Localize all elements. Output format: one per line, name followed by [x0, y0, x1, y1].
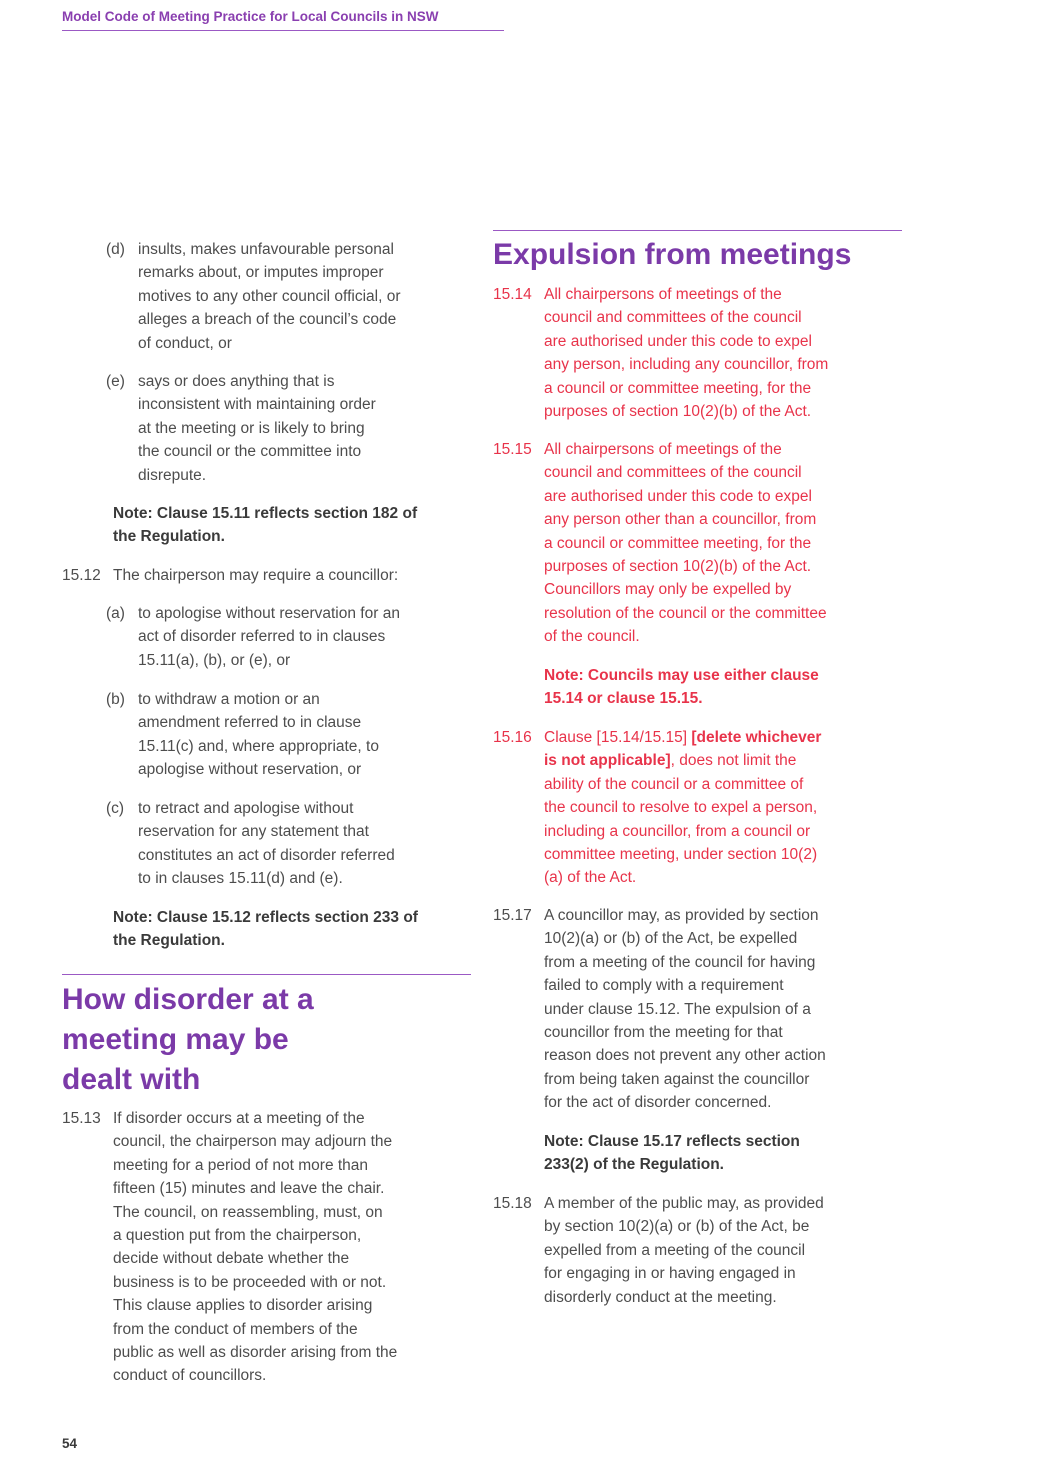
clause-number: 15.15 [493, 441, 532, 458]
clause-text: If disorder occurs at a meeting of the council, the chairperson may adjourn the meeting for a period of not more than fifteen (15) minutes and leave the chair. The council, on reassembling, must, on a question put from the chairperson, decide without debate whether the business is to be proceeded with or not. This clause applies to disorder arising from the conduct of members of the public as well as disorder arising from the conduct of councillors. [113, 1110, 398, 1385]
list-item-b [106, 688, 476, 782]
clause-text-post: , does not limit the ability of the council or a committee of the council to resolve to expel a person, including a councillor, from a council or committee meeting, under section 10(2) (a) of the Act. [544, 752, 818, 887]
clause-15-13 [62, 1107, 474, 1388]
clause-15-17 [493, 904, 905, 1115]
item-text: to retract and apologise without reservation for any statement that constitutes an act of disorder referred to in clauses 15.11(d) and (e). [138, 800, 395, 888]
clause-15-15 [493, 438, 905, 649]
item-label: (e) [106, 373, 125, 390]
section-rule [493, 230, 902, 231]
clause-15-12 [62, 564, 474, 587]
item-text: to apologise without reservation for an act of disorder referred to in clauses 15.11(a), (b), or (e), or [138, 605, 400, 669]
clause-number: 15.14 [493, 286, 532, 303]
item-text: says or does anything that is inconsistent with maintaining order at the meeting or is likely to bring the council or the committee into disrepute. [138, 373, 376, 484]
clause-number: 15.17 [493, 907, 532, 924]
note-15-11: Note: Clause 15.11 reflects section 182 of the Regulation. [113, 505, 418, 546]
note-15-12: Note: Clause 15.12 reflects section 233 of the Regulation. [113, 909, 418, 950]
clause-text [544, 726, 905, 890]
clause-15-18 [493, 1192, 905, 1309]
item-label: (d) [106, 241, 125, 258]
list-item-a [106, 602, 476, 672]
clause-number: 15.16 [493, 729, 532, 746]
item-label: (c) [106, 800, 125, 817]
item-label: (a) [106, 605, 125, 622]
clause-text-pre: Clause [15.14/15.15] [544, 729, 692, 746]
list-item-e [106, 370, 476, 487]
section-heading-expulsion: Expulsion from meetings [493, 238, 852, 271]
note-15-17: Note: Clause 15.17 reflects section 233(2) of the Regulation. [544, 1133, 800, 1174]
clause-text-bold: [delete whichever is not applicable] [544, 729, 822, 770]
page-number: 54 [62, 1436, 78, 1451]
running-head: Model Code of Meeting Practice for Local Councils in NSW [62, 9, 504, 31]
clause-number: 15.18 [493, 1195, 532, 1212]
clause-number: 15.13 [62, 1110, 101, 1127]
item-label: (b) [106, 691, 125, 708]
section-heading-disorder: How disorder at a meeting may be dealt with [62, 983, 314, 1096]
item-text: insults, makes unfavourable personal remarks about, or imputes improper motives to any other council official, or alleges a breach of the council’s code of conduct, or [138, 241, 401, 352]
clause-text: The chairperson may require a councillor: [113, 567, 399, 584]
section-rule [62, 974, 471, 975]
clause-text: All chairpersons of meetings of the council and committees of the council are authorised under this code to expel any person, including any councillor, from a council or committee meeting, for the purposes of section 10(2)(b) of the Act. [544, 286, 829, 421]
list-item-c [106, 797, 476, 891]
clause-text: A member of the public may, as provided by section 10(2)(a) or (b) of the Act, be expelled from a meeting of the council for engaging in or having engaged in disorderly conduct at the meeting. [544, 1195, 824, 1306]
clause-15-16 [493, 726, 905, 890]
clause-text: A councillor may, as provided by section 10(2)(a) or (b) of the Act, be expelled from a meeting of the council for having failed to comply with a requirement under clause 15.12. The expulsion of a councillor from the meeting for that reason does not prevent any other action from being taken against the councillor for the act of disorder concerned. [544, 907, 826, 1112]
clause-number: 15.12 [62, 567, 101, 584]
list-item-d [106, 238, 476, 355]
clause-15-14 [493, 283, 905, 423]
clause-text: All chairpersons of meetings of the council and committees of the council are authorised under this code to expel any person other than a councillor, from a council or committee meeting, for the purposes of section 10(2)(b) of the Act. Councillors may only be expelled by resolution of the council or the committee of the council. [544, 441, 827, 646]
item-text: to withdraw a motion or an amendment referred to in clause 15.11(c) and, where appropriate, to apologise without reservation, or [138, 691, 379, 779]
note-councils: Note: Councils may use either clause 15.14 or clause 15.15. [544, 667, 819, 708]
